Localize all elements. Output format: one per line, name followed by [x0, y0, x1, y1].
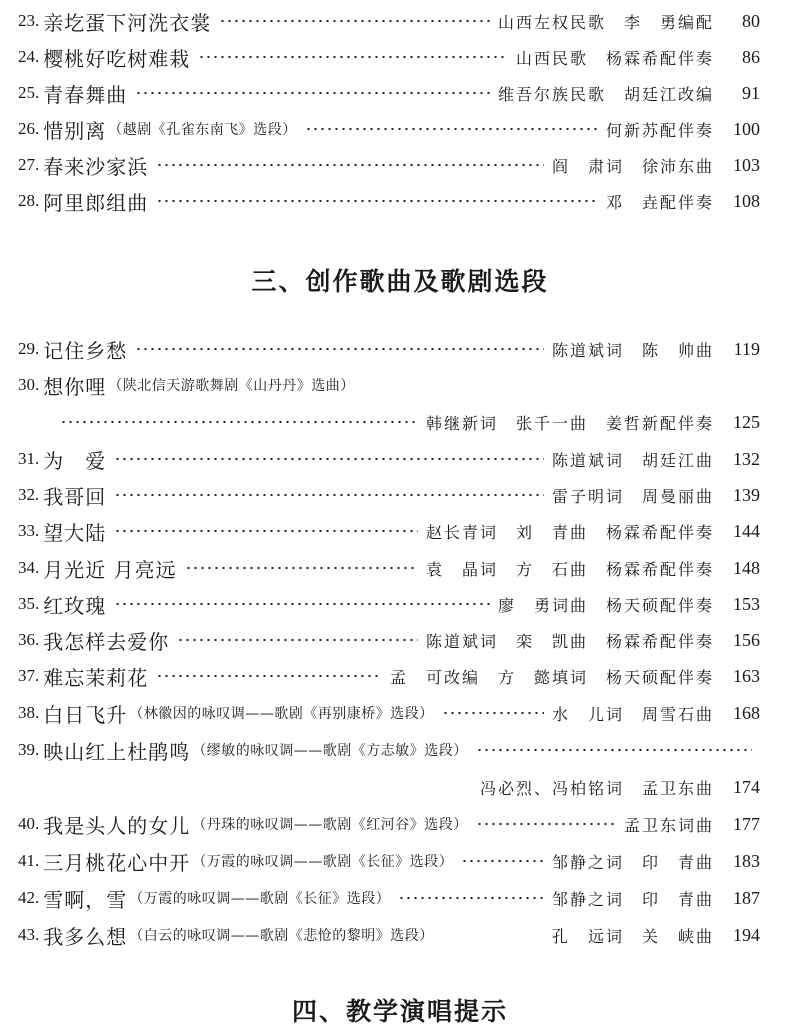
toc-entry[interactable] [18, 658, 760, 694]
entry-title: 樱桃好吃树难栽 [43, 46, 191, 71]
entry-title: 三月桃花心中开 [43, 850, 191, 875]
entry-credit: 孟卫东词曲 [623, 815, 714, 835]
entry-credit: 何新苏配伴奏 [605, 120, 714, 140]
entry-credit: 雷子明词 周曼丽曲 [551, 486, 714, 506]
entry-note: （白云的咏叹调——歌剧《悲怆的黎明》选段） [129, 928, 434, 944]
entry-page-number: 187 [733, 887, 760, 908]
entry-page-number: 108 [733, 190, 760, 211]
dot-leader [114, 529, 418, 533]
entry-number: 43. [18, 925, 40, 944]
toc-entry[interactable] [18, 147, 760, 183]
entry-page-number: 125 [733, 411, 760, 432]
entry-credit: 山西民歌 杨霖希配伴奏 [515, 48, 714, 68]
entry-title: 阿里郎组曲 [43, 190, 149, 215]
toc-entry[interactable] [18, 917, 760, 953]
entry-page-number: 139 [733, 484, 760, 505]
entry-page-number: 119 [733, 338, 760, 359]
toc-entry[interactable] [18, 183, 760, 219]
entry-credit: 陈道斌词 陈 帅曲 [551, 340, 714, 360]
entry-number: 31. [18, 449, 40, 468]
dot-leader [398, 896, 544, 900]
section-heading: 三、创作歌曲及歌剧选段 [251, 267, 549, 296]
entry-number: 25. [18, 83, 40, 102]
entry-number: 32. [18, 485, 40, 504]
entry-title: 青春舞曲 [43, 82, 128, 107]
entry-title: 月光近 月亮远 [43, 557, 177, 582]
dot-leader [114, 493, 544, 497]
entry-number: 26. [18, 119, 40, 138]
entry-number: 29. [18, 339, 40, 358]
toc-entry[interactable] [18, 732, 760, 768]
entry-number: 24. [18, 47, 40, 66]
entry-number: 28. [18, 191, 40, 210]
dot-leader [461, 859, 544, 863]
entry-credit: 邹静之词 印 青曲 [551, 889, 714, 909]
dot-leader [60, 420, 418, 424]
entry-number: 27. [18, 155, 40, 174]
dot-leader [114, 602, 490, 606]
dot-leader [219, 19, 490, 23]
entry-number: 23. [18, 11, 40, 30]
entry-credit: 邹静之词 印 青曲 [551, 852, 714, 872]
entry-title: 难忘茉莉花 [43, 665, 149, 690]
entry-page-number: 156 [733, 629, 760, 650]
toc-entry[interactable] [18, 586, 760, 622]
toc-entry[interactable] [18, 75, 760, 111]
toc-entry[interactable] [18, 550, 760, 586]
entry-page-number: 174 [733, 776, 760, 797]
entry-number: 34. [18, 558, 40, 577]
toc-entry[interactable] [18, 880, 760, 916]
entry-page-number: 103 [733, 154, 760, 175]
entry-credit: 水 儿词 周雪石曲 [551, 704, 714, 724]
dot-leader [185, 566, 418, 570]
entry-page-number: 100 [733, 118, 760, 139]
dot-leader [135, 347, 544, 351]
entry-title: 映山红上杜鹃鸣 [43, 739, 191, 764]
toc-entry[interactable] [18, 441, 760, 477]
entry-note: （越剧《孔雀东南飞》选段） [108, 122, 297, 138]
entry-number: 38. [18, 703, 40, 722]
entry-credit: 廖 勇词曲 杨天硕配伴奏 [497, 595, 714, 615]
toc-entry[interactable] [18, 367, 760, 403]
toc-entry[interactable] [18, 3, 760, 39]
dot-leader [442, 711, 544, 715]
entry-page-number: 144 [733, 520, 760, 541]
entry-note: （丹珠的咏叹调——歌剧《红河谷》选段） [192, 817, 468, 833]
entry-page-number: 194 [733, 924, 760, 945]
entry-credit: 袁 晶词 方 石曲 杨霖希配伴奏 [425, 559, 714, 579]
toc-entry[interactable] [18, 513, 760, 549]
entry-number: 36. [18, 630, 40, 649]
section-heading: 四、教学演唱提示 [291, 997, 508, 1026]
entry-page-number: 153 [733, 593, 760, 614]
entry-credit: 维吾尔族民歌 胡廷江改编 [497, 84, 714, 104]
entry-number: 42. [18, 888, 40, 907]
entry-number: 30. [18, 375, 40, 394]
entry-credit: 山西左权民歌 李 勇编配 [497, 12, 714, 32]
entry-note: （万霞的咏叹调——歌剧《长征》选段） [129, 891, 391, 907]
toc-entry-continuation[interactable] [60, 404, 760, 440]
entry-number: 41. [18, 851, 40, 870]
dot-leader [476, 822, 616, 826]
entry-note: （林徽因的咏叹调——歌剧《再别康桥》选段） [129, 706, 434, 722]
toc-entry[interactable] [18, 695, 760, 731]
entry-page-number: 183 [733, 850, 760, 871]
entry-title: 亲圪蛋下河洗衣裳 [43, 10, 212, 35]
entry-number: 35. [18, 594, 40, 613]
toc-entry[interactable] [18, 39, 760, 75]
entry-note: （陕北信天游歌舞剧《山丹丹》选曲） [108, 378, 355, 394]
toc-entry[interactable] [18, 477, 760, 513]
toc-entry[interactable] [18, 331, 760, 367]
toc-entry[interactable] [18, 843, 760, 879]
entry-page-number: 91 [742, 82, 760, 103]
entry-number: 40. [18, 814, 40, 833]
entry-note: （万霞的咏叹调——歌剧《长征》选段） [192, 854, 454, 870]
entry-credit: 赵长青词 刘 青曲 杨霖希配伴奏 [425, 522, 714, 542]
entry-credit: 陈道斌词 栾 凯曲 杨霖希配伴奏 [425, 631, 714, 651]
entry-page-number: 86 [742, 46, 760, 67]
entry-title: 春来沙家浜 [43, 154, 149, 179]
entry-page-number: 163 [733, 665, 760, 686]
entry-title: 记住乡愁 [43, 338, 128, 363]
entry-number: 39. [18, 740, 40, 759]
entry-credit: 孔 远词 关 峡曲 [551, 926, 714, 946]
entry-page-number: 80 [742, 10, 760, 31]
entry-title: 雪啊，雪 [43, 887, 128, 912]
entry-note: （缪敏的咏叹调——歌剧《方志敏》选段） [192, 743, 468, 759]
entry-credit: 冯必烈、冯柏铭词 孟卫东曲 [479, 778, 714, 798]
entry-title: 白日飞升 [43, 702, 128, 727]
dot-leader [114, 457, 544, 461]
entry-number: 33. [18, 521, 40, 540]
entry-title: 我哥回 [43, 484, 107, 509]
entry-credit: 阎 肃词 徐沛东曲 [551, 156, 714, 176]
entry-credit: 孟 可改编 方 懿填词 杨天硕配伴奏 [389, 667, 714, 687]
entry-credit: 陈道斌词 胡廷江曲 [551, 450, 714, 470]
toc-entry[interactable] [18, 806, 760, 842]
dot-leader [305, 127, 598, 131]
dot-leader [135, 91, 490, 95]
entry-page-number: 168 [733, 702, 760, 723]
entry-page-number: 148 [733, 557, 760, 578]
entry-credit: 邓 垚配伴奏 [605, 192, 714, 212]
entry-page-number: 177 [733, 813, 760, 834]
entry-number: 37. [18, 666, 40, 685]
entry-title: 为 爱 [43, 448, 107, 473]
dot-leader [156, 199, 598, 203]
entry-title: 红玫瑰 [43, 593, 107, 618]
entry-credit: 韩继新词 张千一曲 姜哲新配伴奏 [425, 413, 714, 433]
dot-leader [156, 674, 382, 678]
entry-title: 惜别离 [43, 118, 107, 143]
entry-title: 想你哩 [43, 374, 107, 399]
entry-title: 我怎样去爱你 [43, 629, 170, 654]
toc-entry[interactable] [18, 111, 760, 147]
dot-leader [177, 638, 418, 642]
dot-leader [156, 163, 544, 167]
entry-title: 望大陆 [43, 520, 107, 545]
entry-title: 我多么想 [43, 924, 128, 949]
toc-entry[interactable] [18, 622, 760, 658]
entry-title: 我是头人的女儿 [43, 813, 191, 838]
dot-leader [476, 748, 752, 752]
toc-entry-continuation[interactable] [60, 769, 760, 805]
entry-page-number: 132 [733, 448, 760, 469]
dot-leader [198, 55, 508, 59]
